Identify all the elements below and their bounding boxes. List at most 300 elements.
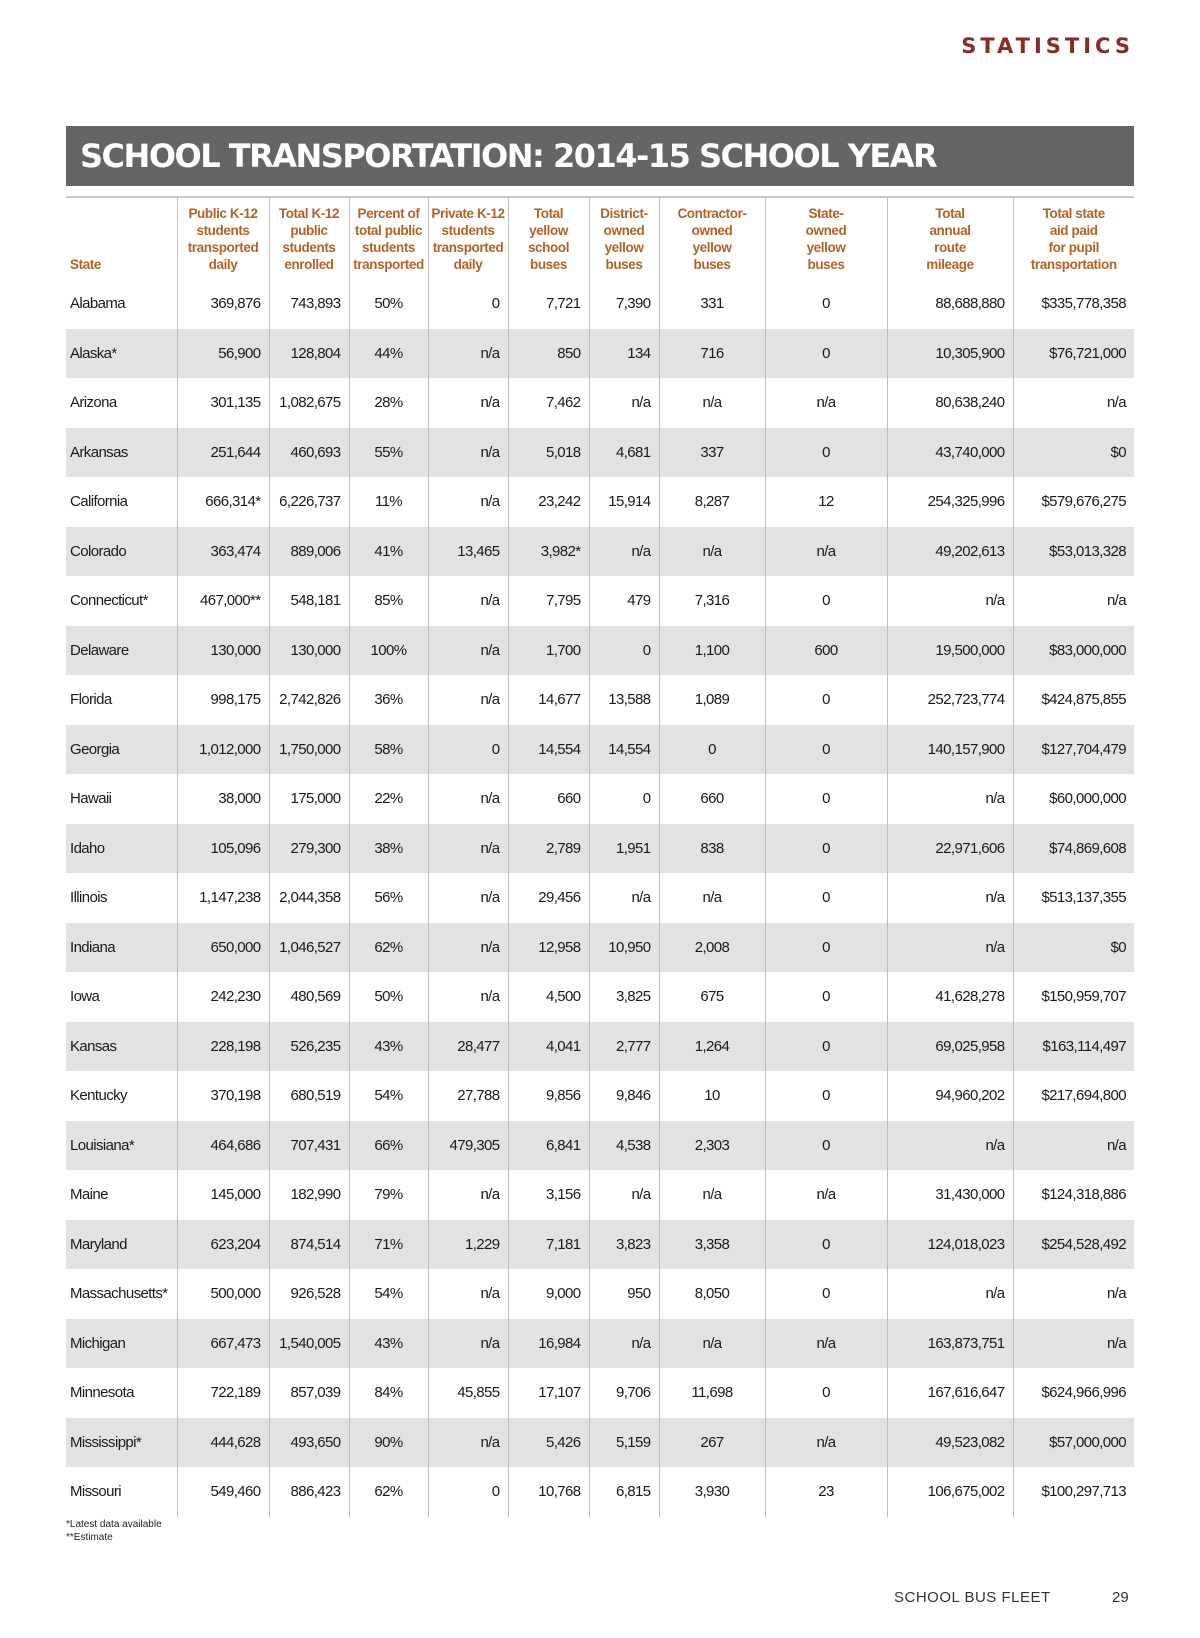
table-cell: 0 [765,1121,887,1171]
table-cell: 7,390 [589,279,659,329]
table-cell: 69,025,958 [887,1022,1013,1072]
table-cell: 66% [349,1121,428,1171]
table-cell: n/a [659,873,765,923]
column-header-label: Public K-12 students transported daily [187,206,259,272]
state-name-cell: Michigan [66,1319,177,1369]
table-cell: 10 [659,1071,765,1121]
table-cell: 43% [349,1022,428,1072]
table-cell: $76,721,000 [1013,329,1134,379]
table-cell: $83,000,000 [1013,626,1134,676]
table-cell: 6,841 [508,1121,589,1171]
table-cell: 36% [349,675,428,725]
table-cell: n/a [428,1170,508,1220]
table-row [66,1467,1134,1517]
table-cell: $624,966,996 [1013,1368,1134,1418]
table-cell: 43,740,000 [887,428,1013,478]
table-cell: 4,500 [508,972,589,1022]
state-name-cell: Louisiana* [66,1121,177,1171]
table-cell: n/a [765,378,887,428]
table-row [66,1418,1134,1468]
table-row [66,477,1134,527]
table-cell: 6,815 [589,1467,659,1517]
table-cell: $335,778,358 [1013,279,1134,329]
table-cell: 675 [659,972,765,1022]
column-header [269,197,349,279]
table-row [66,279,1134,329]
page-title: SCHOOL TRANSPORTATION: 2014-15 SCHOOL YEAR [80,137,937,175]
table-cell: 0 [428,1467,508,1517]
table-cell: $254,528,492 [1013,1220,1134,1270]
table-cell: 1,082,675 [269,378,349,428]
table-row [66,1121,1134,1171]
table-cell: 13,588 [589,675,659,725]
table-cell: 1,951 [589,824,659,874]
table-cell: $424,875,855 [1013,675,1134,725]
table-cell: n/a [428,824,508,874]
table-cell: 667,473 [177,1319,269,1369]
table-cell: 3,358 [659,1220,765,1270]
footer-publication: SCHOOL BUS FLEET [894,1589,1051,1606]
table-cell: 38% [349,824,428,874]
table-cell: 0 [765,428,887,478]
column-header [428,197,508,279]
table-cell: 548,181 [269,576,349,626]
table-cell: 331 [659,279,765,329]
table-cell: 41,628,278 [887,972,1013,1022]
table-cell: $0 [1013,428,1134,478]
table-cell: 14,554 [589,725,659,775]
table-cell: 5,018 [508,428,589,478]
table-cell: 254,325,996 [887,477,1013,527]
table-cell: 0 [428,279,508,329]
table-cell: n/a [428,1418,508,1468]
table-cell: 5,159 [589,1418,659,1468]
column-header-label: Total yellow school buses [527,206,570,272]
table-cell: 4,681 [589,428,659,478]
table-cell: 722,189 [177,1368,269,1418]
table-cell: n/a [887,923,1013,973]
table-cell: n/a [428,428,508,478]
table-cell: 337 [659,428,765,478]
table-cell: 0 [765,1220,887,1270]
column-header-label: Contractor- owned yellow buses [677,206,747,272]
table-cell: 17,107 [508,1368,589,1418]
table-cell: n/a [1013,378,1134,428]
table-cell: 370,198 [177,1071,269,1121]
table-cell: 2,008 [659,923,765,973]
table-cell: 838 [659,824,765,874]
table-cell: $127,704,479 [1013,725,1134,775]
table-cell: 11,698 [659,1368,765,1418]
table-cell: n/a [428,329,508,379]
table-cell: 500,000 [177,1269,269,1319]
table-cell: 124,018,023 [887,1220,1013,1270]
table-row [66,1319,1134,1369]
table-cell: 7,462 [508,378,589,428]
table-cell: $513,137,355 [1013,873,1134,923]
table-cell: 301,135 [177,378,269,428]
table-cell: 90% [349,1418,428,1468]
table-row [66,923,1134,973]
table-cell: 0 [765,873,887,923]
table-cell: 0 [589,626,659,676]
table-cell: 15,914 [589,477,659,527]
table-cell: 54% [349,1269,428,1319]
table-cell: n/a [659,1319,765,1369]
table-cell: 22% [349,774,428,824]
table-body [66,279,1134,1517]
table-cell: 1,540,005 [269,1319,349,1369]
table-cell: 88,688,880 [887,279,1013,329]
table-cell: 41% [349,527,428,577]
table-cell: n/a [589,1319,659,1369]
table-cell: 3,825 [589,972,659,1022]
state-name-cell: Colorado [66,527,177,577]
table-row [66,1269,1134,1319]
column-header-label: District- owned yellow buses [600,206,648,272]
table-cell: n/a [589,1170,659,1220]
table-cell: 2,777 [589,1022,659,1072]
table-cell: 0 [659,725,765,775]
table-row [66,824,1134,874]
column-header-label: Total state aid paid for pupil transportation [1030,206,1117,272]
table-cell: $579,676,275 [1013,477,1134,527]
table-cell: 16,984 [508,1319,589,1369]
table-cell: n/a [887,576,1013,626]
table-cell: 7,721 [508,279,589,329]
table-cell: 279,300 [269,824,349,874]
table-cell: 886,423 [269,1467,349,1517]
footnote-estimate: **Estimate [66,1532,113,1543]
table-cell: n/a [1013,1269,1134,1319]
table-cell: 1,089 [659,675,765,725]
table-cell: 467,000** [177,576,269,626]
table-row [66,972,1134,1022]
table-cell: 175,000 [269,774,349,824]
table-cell: n/a [428,774,508,824]
state-name-cell: Florida [70,691,112,709]
table-cell: n/a [428,477,508,527]
table-cell: 23 [765,1467,887,1517]
table-cell: n/a [1013,1121,1134,1171]
table-cell: n/a [589,527,659,577]
table-cell: n/a [765,1418,887,1468]
column-header [887,197,1013,279]
table-row [66,725,1134,775]
table-cell: 94,960,202 [887,1071,1013,1121]
table-cell: 0 [765,1022,887,1072]
table-cell: $60,000,000 [1013,774,1134,824]
table-cell: 874,514 [269,1220,349,1270]
table-cell: 12,958 [508,923,589,973]
table-cell: 251,644 [177,428,269,478]
table-cell: 100% [349,626,428,676]
table-cell: 105,096 [177,824,269,874]
table-cell: n/a [428,378,508,428]
column-header [349,197,428,279]
table-cell: 998,175 [177,675,269,725]
table-cell: 0 [589,774,659,824]
table-cell: n/a [1013,576,1134,626]
table-row [66,1071,1134,1121]
table-cell: $217,694,800 [1013,1071,1134,1121]
table-cell: 28,477 [428,1022,508,1072]
column-header-label: Total K-12 public students enrolled [278,206,340,272]
table-cell: n/a [659,527,765,577]
table-cell: n/a [887,1269,1013,1319]
table-cell: 0 [765,923,887,973]
table-cell: 163,873,751 [887,1319,1013,1369]
table-cell: $74,869,608 [1013,824,1134,874]
table-cell: 29,456 [508,873,589,923]
table-cell: n/a [1013,1319,1134,1369]
state-name-cell: Alabama [70,295,126,313]
state-name-cell: Indiana [66,923,177,973]
table-cell: 0 [765,1071,887,1121]
table-cell: $53,013,328 [1013,527,1134,577]
table-cell: 0 [765,1269,887,1319]
table-cell: 44% [349,329,428,379]
table-cell: 1,147,238 [177,873,269,923]
table-cell: $100,297,713 [1013,1467,1134,1517]
state-name-cell: Georgia [66,725,177,775]
table-cell: 54% [349,1071,428,1121]
table-cell: n/a [659,1170,765,1220]
title-band [66,126,1134,186]
table-cell: 857,039 [269,1368,349,1418]
state-name-cell: Missouri [70,1483,122,1501]
table-row [66,428,1134,478]
table-cell: 49,202,613 [887,527,1013,577]
table-cell: 14,554 [508,725,589,775]
table-cell: 31,430,000 [887,1170,1013,1220]
table-cell: $150,959,707 [1013,972,1134,1022]
table-cell: 10,950 [589,923,659,973]
table-cell: 444,628 [177,1418,269,1468]
table-cell: n/a [765,1319,887,1369]
table-cell: 3,156 [508,1170,589,1220]
table-cell: 1,012,000 [177,725,269,775]
state-name-cell: Alaska* [66,329,177,379]
table-cell: 716 [659,329,765,379]
table-cell: 480,569 [269,972,349,1022]
state-name-cell: Illinois [70,889,107,907]
state-name-cell: Mississippi* [66,1418,177,1468]
table-cell: 0 [765,279,887,329]
table-cell: 19,500,000 [887,626,1013,676]
table-cell: 0 [765,824,887,874]
table-cell: 45,855 [428,1368,508,1418]
table-cell: n/a [887,1121,1013,1171]
column-header-label: Private K-12 students transported daily [431,206,505,272]
table-cell: 14,677 [508,675,589,725]
table-cell: 0 [765,675,887,725]
table-row [66,626,1134,676]
table-cell: 130,000 [177,626,269,676]
table-cell: 79% [349,1170,428,1220]
section-label: STATISTICS [961,34,1134,58]
table-cell: 50% [349,972,428,1022]
table-row [66,774,1134,824]
table-cell: 252,723,774 [887,675,1013,725]
table-cell: 660 [508,774,589,824]
table-row [66,1022,1134,1072]
table-cell: 43% [349,1319,428,1369]
state-name-cell: Arizona [70,394,117,412]
table-cell: $57,000,000 [1013,1418,1134,1468]
table-row [66,1368,1134,1418]
table-cell: 50% [349,279,428,329]
state-name-cell: Iowa [70,988,100,1006]
table-cell: 130,000 [269,626,349,676]
table-cell: 493,650 [269,1418,349,1468]
state-name-cell: Delaware [66,626,177,676]
table-cell: 464,686 [177,1121,269,1171]
table-cell: 0 [765,725,887,775]
table-cell: 58% [349,725,428,775]
table-cell: 13,465 [428,527,508,577]
table-cell: 926,528 [269,1269,349,1319]
table-cell: 267 [659,1418,765,1468]
footnote-latest: *Latest data available [66,1519,162,1530]
column-header [765,197,887,279]
table-cell: 2,303 [659,1121,765,1171]
table-cell: 182,990 [269,1170,349,1220]
table-cell: n/a [428,1269,508,1319]
table-cell: 3,930 [659,1467,765,1517]
table-cell: 460,693 [269,428,349,478]
table-cell: 666,314* [177,477,269,527]
table-cell: 549,460 [177,1467,269,1517]
table-cell: n/a [765,527,887,577]
table-cell: 85% [349,576,428,626]
table-cell: 0 [765,972,887,1022]
table-cell: 71% [349,1220,428,1270]
table-cell: 9,000 [508,1269,589,1319]
table-cell: n/a [428,972,508,1022]
table-cell: 106,675,002 [887,1467,1013,1517]
table-row [66,873,1134,923]
table-cell: 128,804 [269,329,349,379]
table-cell: 479 [589,576,659,626]
table-row [66,1220,1134,1270]
table-cell: 12 [765,477,887,527]
table-cell: 7,181 [508,1220,589,1270]
table-cell: n/a [428,923,508,973]
table-cell: 0 [765,576,887,626]
table-cell: 2,044,358 [269,873,349,923]
table-cell: 526,235 [269,1022,349,1072]
table-cell: 7,795 [508,576,589,626]
table-cell: 707,431 [269,1121,349,1171]
table-cell: 28% [349,378,428,428]
table-row [66,527,1134,577]
table-cell: 680,519 [269,1071,349,1121]
table-cell: n/a [589,378,659,428]
table-cell: n/a [428,576,508,626]
table-cell: 1,264 [659,1022,765,1072]
table-cell: 600 [765,626,887,676]
state-name-cell: Maine [70,1186,108,1204]
table-cell: 62% [349,1467,428,1517]
table-cell: 8,050 [659,1269,765,1319]
table-cell: 11% [349,477,428,527]
table-row [66,329,1134,379]
table-cell: 6,226,737 [269,477,349,527]
state-name-cell: California [70,493,128,511]
table-cell: 23,242 [508,477,589,527]
table-row [66,1170,1134,1220]
table-cell: 660 [659,774,765,824]
column-header [589,197,659,279]
table-cell: 55% [349,428,428,478]
table-cell: 80,638,240 [887,378,1013,428]
table-cell: 62% [349,923,428,973]
table-cell: 650,000 [177,923,269,973]
table-cell: 2,789 [508,824,589,874]
table-cell: 2,742,826 [269,675,349,725]
table-cell: 363,474 [177,527,269,577]
state-name-cell: Minnesota [70,1384,134,1402]
footer-page-number: 29 [1112,1589,1129,1606]
table-cell: 84% [349,1368,428,1418]
table-cell: 623,204 [177,1220,269,1270]
table-cell: n/a [765,1170,887,1220]
table-cell: 167,616,647 [887,1368,1013,1418]
table-row [66,378,1134,428]
column-header [1013,197,1134,279]
table-cell: 0 [428,725,508,775]
column-header-label: State [70,257,102,272]
column-header [659,197,765,279]
footnotes [66,1518,162,1544]
table-cell: $163,114,497 [1013,1022,1134,1072]
state-name-cell: Idaho [66,824,177,874]
state-name-cell: Connecticut* [70,592,148,610]
table-cell: n/a [887,873,1013,923]
table-cell: 3,982* [508,527,589,577]
table-cell: 38,000 [177,774,269,824]
table-cell: 9,846 [589,1071,659,1121]
table-cell: 228,198 [177,1022,269,1072]
table-cell: $124,318,886 [1013,1170,1134,1220]
table-cell: 10,768 [508,1467,589,1517]
table-cell: 140,157,900 [887,725,1013,775]
table-row [66,675,1134,725]
table-cell: 369,876 [177,279,269,329]
table-cell: $0 [1013,923,1134,973]
table-cell: 3,823 [589,1220,659,1270]
column-header-label: Percent of total public students transported [353,206,424,272]
table-cell: n/a [428,675,508,725]
table-cell: n/a [589,873,659,923]
table-cell: 1,100 [659,626,765,676]
column-header-label: Total annual route mileage [926,206,974,272]
state-name-cell: Hawaii [70,790,112,808]
table-cell: n/a [428,873,508,923]
table-cell: n/a [428,1319,508,1369]
table-cell: 889,006 [269,527,349,577]
column-header-label: State- owned yellow buses [805,206,847,272]
table-cell: n/a [428,626,508,676]
table-cell: 9,706 [589,1368,659,1418]
table-cell: n/a [887,774,1013,824]
table-cell: 1,750,000 [269,725,349,775]
table-cell: 1,700 [508,626,589,676]
table-cell: 27,788 [428,1071,508,1121]
statistics-table [66,196,1134,1517]
table-cell: 0 [765,1368,887,1418]
